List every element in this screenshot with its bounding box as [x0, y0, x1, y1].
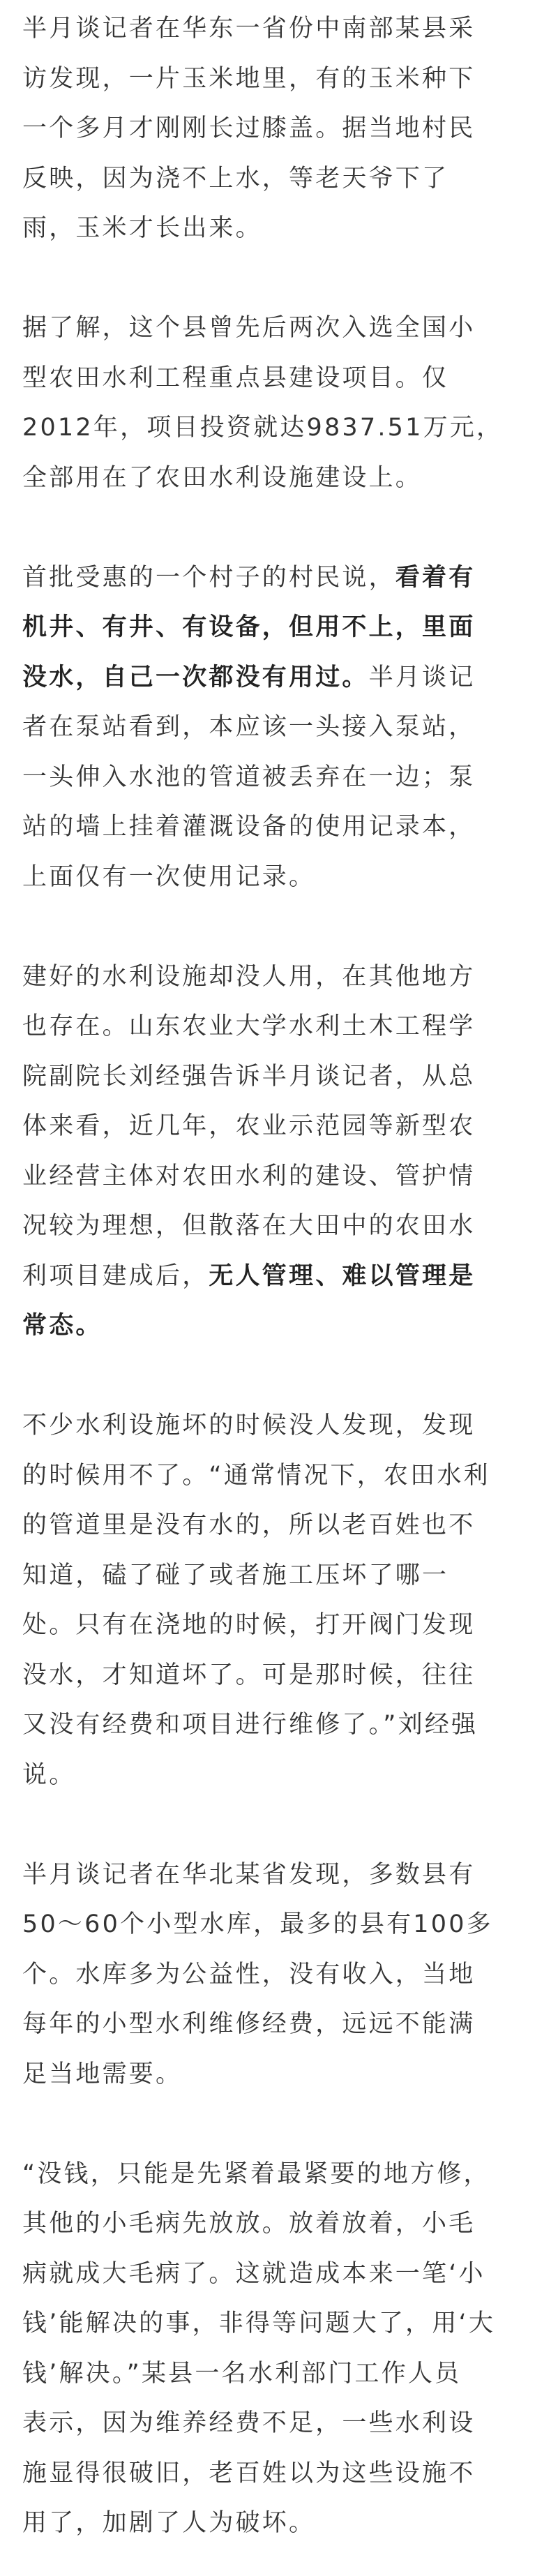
article-paragraph	[22, 2150, 536, 2549]
text-line	[22, 1102, 536, 1152]
text-line	[22, 802, 536, 853]
text-line	[22, 603, 536, 653]
text-segment: 利项目建成后，	[22, 1261, 209, 1290]
article-paragraph	[22, 4, 536, 254]
text-line	[22, 1651, 536, 1701]
text-segment: 2012年，项目投资就达9837.51万元，	[22, 414, 504, 442]
text-line	[22, 1301, 536, 1351]
text-line	[22, 753, 536, 803]
text-segment: 访发现，一片玉米地里，有的玉米种下	[22, 64, 476, 93]
text-line	[22, 2150, 536, 2200]
text-segment: 全部用在了农田水利设施建设上。	[22, 463, 423, 492]
text-line	[22, 703, 536, 753]
text-segment: 者在泵站看到，本应该一头接入泵站，	[22, 713, 476, 741]
text-segment: 半月谈记	[368, 663, 476, 691]
text-segment: 病就成大毛病了。这就造成本来一笔‘小	[22, 2259, 485, 2288]
text-segment: 上面仅有一次使用记录。	[22, 862, 316, 891]
text-segment: 型农田水利工程重点县建设项目。仅	[22, 364, 449, 392]
text-line	[22, 1850, 536, 1901]
text-segment: 站的墙上挂着灌溉设备的使用记录本，	[22, 813, 476, 841]
text-segment: 表示，因为维养经费不足，一些水利设	[22, 2409, 476, 2437]
text-line	[22, 2349, 536, 2399]
text-segment: 首批受惠的一个村子的村民说，	[22, 563, 395, 592]
article-paragraph	[22, 304, 536, 503]
text-segment: 况较为理想，但散落在大田中的农田水	[22, 1212, 476, 1240]
text-line	[22, 1751, 536, 1801]
text-line	[22, 653, 536, 703]
text-line	[22, 1152, 536, 1202]
text-segment: 的时候用不了。“通常情况下，农田水利	[22, 1461, 490, 1490]
text-line	[22, 853, 536, 903]
text-segment: 建好的水利设施却没人用，在其他地方	[22, 962, 476, 991]
text-segment: 又没有经费和项目进行维修了。”刘经强	[22, 1711, 478, 1739]
text-segment: 雨，玉米才长出来。	[22, 214, 262, 242]
text-line	[22, 952, 536, 1003]
emphasized-text: 无人管理、难以管理是	[209, 1261, 476, 1290]
text-segment: 也存在。山东农业大学水利土木工程学	[22, 1012, 476, 1040]
text-line	[22, 2249, 536, 2300]
text-line	[22, 2000, 536, 2050]
text-line	[22, 2399, 536, 2449]
text-line	[22, 2299, 536, 2349]
text-segment: 一头伸入水池的管道被丢弃在一边；泵	[22, 763, 476, 791]
text-segment: 不少水利设施坏的时候没人发现，发现	[22, 1411, 476, 1439]
text-line	[22, 1700, 536, 1751]
text-segment: 一个多月才刚刚长过膝盖。据当地村民	[22, 114, 476, 142]
text-line	[22, 204, 536, 254]
emphasized-text: 机井、有井、有设备，但用不上，里面	[22, 613, 476, 641]
text-line	[22, 354, 536, 404]
text-line	[22, 104, 536, 154]
article-paragraph	[22, 952, 536, 1351]
text-line	[22, 1451, 536, 1502]
text-line	[22, 1201, 536, 1252]
text-line	[22, 1501, 536, 1551]
text-segment: 业经营主体对农田水利的建设、管护情	[22, 1162, 476, 1190]
text-line	[22, 1551, 536, 1601]
text-line	[22, 454, 536, 504]
text-segment: 用了，加剧了人为破坏。	[22, 2509, 316, 2537]
text-segment: 知道，磕了碰了或者施工压坏了哪一	[22, 1561, 449, 1589]
text-segment: 据了解，这个县曾先后两次入选全国小	[22, 314, 476, 342]
text-line	[22, 403, 536, 454]
text-line	[22, 4, 536, 54]
text-line	[22, 1950, 536, 2000]
text-line	[22, 553, 536, 604]
text-line	[22, 304, 536, 354]
text-segment: 处。只有在浇地的时候，打开阀门发现	[22, 1611, 476, 1639]
text-line	[22, 1252, 536, 1302]
text-segment: 半月谈记者在华东一省份中南部某县采	[22, 15, 476, 43]
text-line	[22, 154, 536, 204]
text-segment: 体来看，近几年，农业示范园等新型农	[22, 1112, 476, 1140]
emphasized-text: 看着有	[395, 563, 476, 592]
text-segment: 说。	[22, 1760, 76, 1789]
text-line	[22, 2199, 536, 2249]
text-segment: 钱’能解决的事，非得等问题大了，用‘大	[22, 2309, 496, 2337]
emphasized-text: 常态。	[22, 1312, 103, 1340]
text-segment: 半月谈记者在华北某省发现，多数县有	[22, 1860, 476, 1889]
text-line	[22, 1601, 536, 1651]
text-segment: 钱’解决。”某县一名水利部门工作人员	[22, 2359, 462, 2388]
article-paragraph	[22, 1401, 536, 1800]
text-segment: 其他的小毛病先放放。放着放着，小毛	[22, 2210, 476, 2238]
text-line	[22, 2499, 536, 2549]
article-paragraph	[22, 1850, 536, 2100]
text-segment: 每年的小型水利维修经费，远远不能满	[22, 2010, 476, 2038]
emphasized-text: 没水，自己一次都没有用过。	[22, 663, 369, 691]
text-segment: 没水，才知道坏了。可是那时候，往往	[22, 1661, 476, 1689]
text-line	[22, 1900, 536, 1950]
text-segment: 足当地需要。	[22, 2060, 183, 2088]
text-line	[22, 1002, 536, 1052]
text-line	[22, 2050, 536, 2100]
text-line	[22, 2449, 536, 2499]
text-segment: “没钱，只能是先紧着最紧要的地方修，	[22, 2159, 490, 2188]
text-line	[22, 1052, 536, 1102]
text-segment: 的管道里是没有水的，所以老百姓也不	[22, 1511, 476, 1539]
article-paragraph	[22, 553, 536, 903]
text-segment: 院副院长刘经强告诉半月谈记者，从总	[22, 1062, 476, 1091]
text-segment: 施显得很破旧，老百姓以为这些设施不	[22, 2459, 476, 2487]
text-segment: 50～60个小型水库，最多的县有100多	[22, 1910, 493, 1938]
text-segment: 反映，因为浇不上水，等老天爷下了	[22, 164, 449, 193]
text-line	[22, 1401, 536, 1451]
text-line	[22, 54, 536, 105]
text-segment: 个。水库多为公益性，没有收入，当地	[22, 1960, 476, 1989]
